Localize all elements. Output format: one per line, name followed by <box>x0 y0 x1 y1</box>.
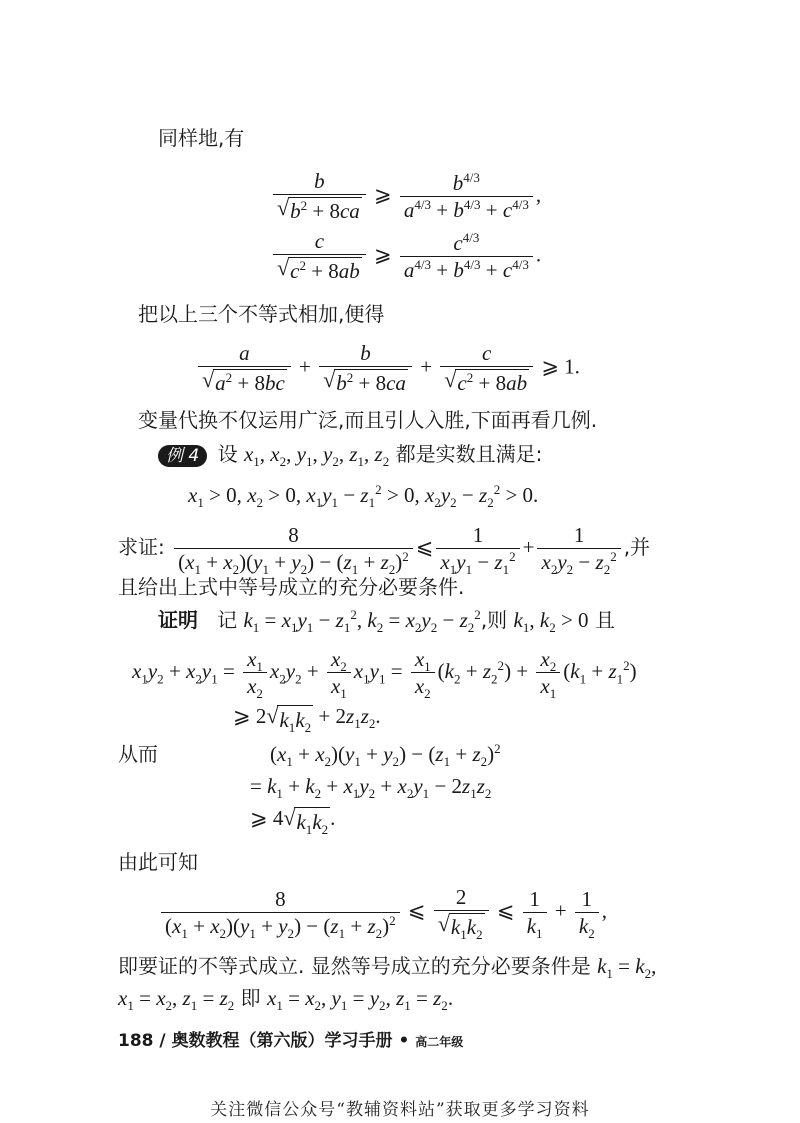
example-intro-b: 都是实数且满足: <box>395 442 543 466</box>
proof-label: 证明 <box>158 608 198 632</box>
hence-eq1: $(x_1 + x_2)(y_1 + y_2) - (z_1 + z_2)^2$ <box>270 741 501 770</box>
conclusion-a: 即要证的不等式成立. 显然等号成立的充分必要条件是 <box>118 954 591 978</box>
prove-statement: 求证: $\frac{8}{(x_1 + x_2)(y_1 + y_2) - (z_1 + z_2)^2}$ ⩽ $\frac{1}{x_1y_1 - z_1^2}$ + $\frac{1}{x_2y_2 - z_2^2}$ ,并 <box>118 523 651 578</box>
book-title: 奥数教程（第六版）学习手册 <box>171 1031 393 1051</box>
inequality-b: b √ $b^2 + 8ca$ ⩾ $\frac{b^{4/3}}{a^{4/3} + b^{4/3} + c^{4/3}}$ , <box>270 168 541 220</box>
therefore-text: 由此可知 <box>118 850 198 874</box>
sum-inequality: a √ $a^2 + 8bc$ + b √ $b^2 + 8ca$ + c √ $c^2 + 8ab$ ⩾ 1. <box>195 340 580 392</box>
inequality-c: c √ $c^2 + 8ab$ ⩾ $\frac{c^{4/3}}{a^{4/3} + b^{4/3} + c^{4/3}}$ . <box>270 228 541 280</box>
proof-intro: 证明 记 $k_1 = x_1y_1 - z_1^2$, $k_2 = x_2y_2 - z_2^2$,则 $k_1$, $k_2 > 0$ 且 <box>158 607 615 636</box>
hence-eq2: = $k_1 + k_2 + x_1y_2 + x_2y_1 - 2z_1z_2$ <box>250 774 492 802</box>
conclusion-line2: $x_1 = x_2$, $z_1 = z_2$ 即 $x_1 = x_2$, $y_1 = y_2$, $z_1 = z_2$. <box>118 986 454 1014</box>
conclusion-b: 即 <box>240 986 261 1010</box>
page-footer <box>118 1026 463 1051</box>
proof-text-c: 且 <box>594 608 615 632</box>
final-inequality: $\frac{8}{(x_1 + x_2)(y_1 + y_2) - (z_1 + z_2)^2}$ ⩽ 2 √ $k_1k_2$ ⩽ $\frac{1}{k_1}$ + $\frac{1}{k_2}$ , <box>158 884 607 938</box>
watermark-text: 关注微信公众号“教辅资料站”获取更多学习资料 <box>210 1100 590 1120</box>
example-intro-a: 设 <box>217 442 238 466</box>
prove-line2: 且给出上式中等号成立的充分必要条件. <box>118 575 465 599</box>
substitution-text: 变量代换不仅运用广泛,而且引人入胜,下面再看几例. <box>138 408 598 432</box>
hence-eq3: ⩾ 4 √ $k_1k_2$ . <box>250 805 336 838</box>
prove-label: 求证: <box>118 535 165 560</box>
example-badge: 例 4 <box>158 445 207 467</box>
example-4-intro: 例 4 设 $x_1$, $x_2$, $y_1$, $y_2$, $z_1$, $z_2$ 都是实数且满足: <box>158 440 542 468</box>
conclusion-line1: 即要证的不等式成立. 显然等号成立的充分必要条件是 $k_1 = k_2$, <box>118 954 657 982</box>
equation-bound: ⩾ 2 √ $k_1k_2$ + $2z_1z_2$. <box>233 703 381 736</box>
proof-text-a: 记 <box>217 608 238 632</box>
page-number: 188 <box>118 1031 154 1051</box>
add-three-text: 把以上三个不等式相加,便得 <box>138 302 385 326</box>
footer-bullet: • <box>398 1031 410 1051</box>
grade-label: 高二年级 <box>415 1035 464 1049</box>
equation-expansion: $x_1y_2 + x_2y_1$ = $\frac{x_1}{x_2}$ $x_2y_2$ + $\frac{x_2}{x_1}$ $x_1y_1$ = $\frac{x_1}{x_2}$ $(k_2 + z_2^2)$ + $\frac{x_2}{x_1}$ $(k_1 + z_1^2)$ <box>132 647 637 702</box>
proof-text-b: ,则 <box>480 608 508 632</box>
similarly-text: 同样地,有 <box>158 126 245 150</box>
footer-separator: / <box>159 1031 166 1051</box>
conditions: $x_1 > 0$, $x_2 > 0$, $x_1y_1 - z_1^2 > 0$, $x_2y_2 - z_2^2 > 0$. <box>188 482 539 511</box>
prove-suffix: ,并 <box>623 535 651 560</box>
hence-text: 从而 <box>118 742 158 766</box>
